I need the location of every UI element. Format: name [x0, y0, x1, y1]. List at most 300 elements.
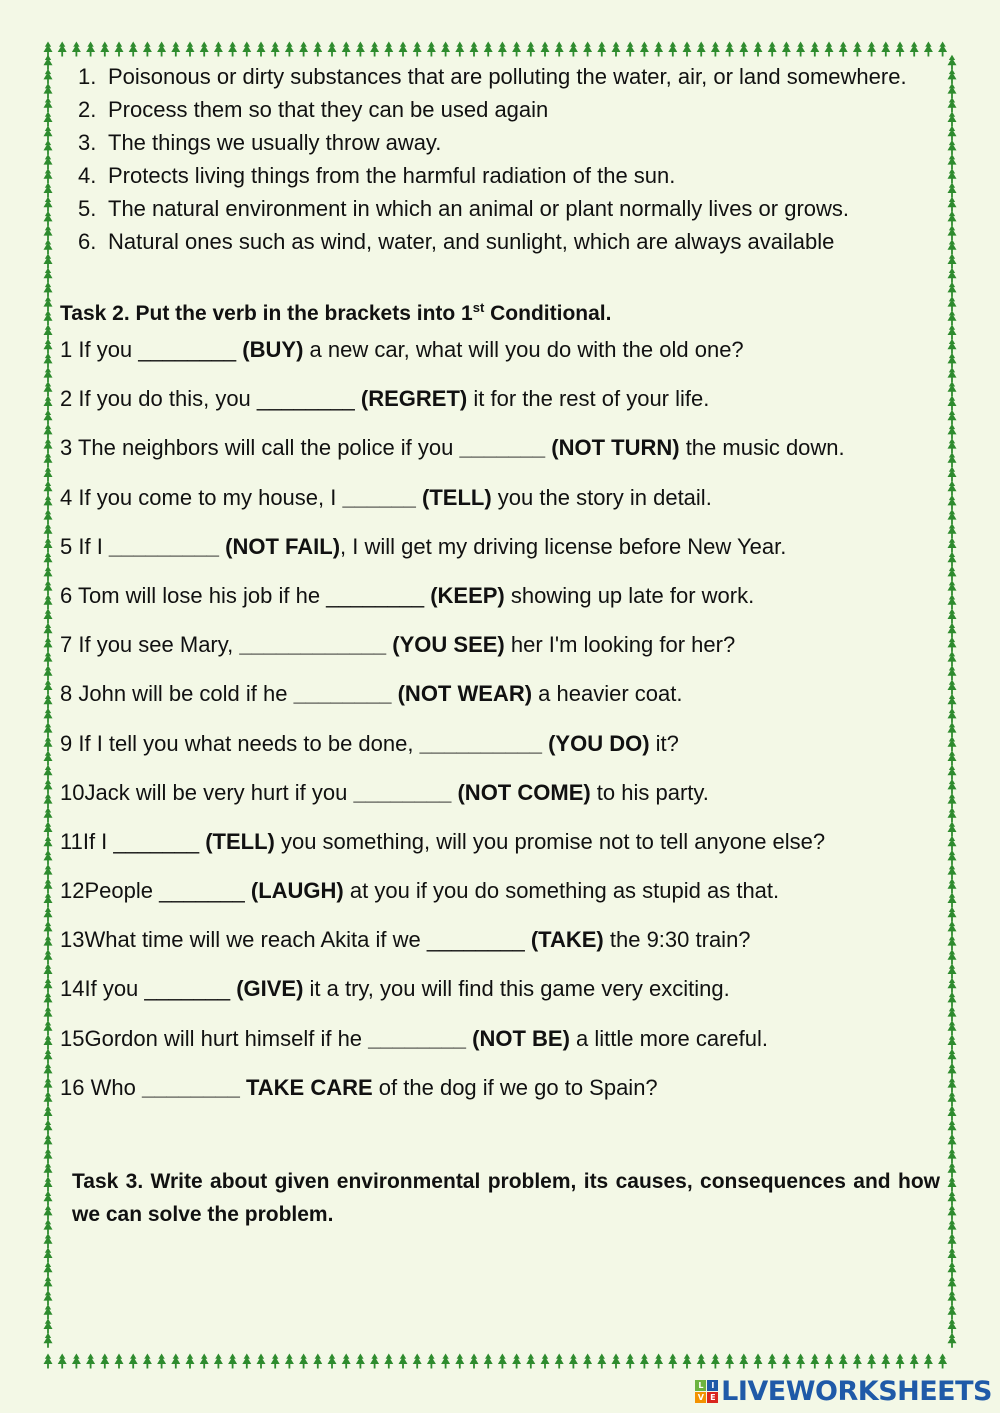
tree-icon — [948, 765, 957, 780]
tree-icon — [948, 552, 957, 567]
tree-icon — [44, 325, 53, 340]
tree-icon — [299, 42, 308, 57]
tree-icon — [44, 1333, 53, 1348]
task2-title-suffix: Conditional. — [484, 302, 612, 325]
tree-icon — [44, 268, 53, 283]
tree-icon — [948, 594, 957, 609]
tree-icon — [948, 907, 957, 922]
tree-icon — [44, 424, 53, 439]
tree-icon — [44, 1049, 53, 1064]
tree-icon — [44, 168, 53, 183]
tree-icon — [948, 864, 957, 879]
tree-icon — [948, 935, 957, 950]
tree-icon — [938, 1354, 947, 1369]
answer-blank[interactable]: _______ — [113, 828, 200, 854]
exercise-item — [60, 1023, 940, 1072]
answer-blank[interactable]: _______ — [459, 435, 546, 461]
exercise-item — [60, 924, 940, 973]
tree-icon — [626, 42, 635, 57]
answer-blank[interactable]: ________ — [141, 1074, 240, 1100]
answer-blank[interactable]: ________ — [368, 1025, 467, 1051]
tree-icon — [697, 1354, 706, 1369]
verb-hint: (YOU DO) — [548, 730, 650, 756]
tree-icon — [271, 42, 280, 57]
exercise-text-before: Who — [90, 1074, 142, 1100]
tree-icon — [427, 1354, 436, 1369]
tree-icon — [44, 708, 53, 723]
tree-icon — [948, 1162, 957, 1177]
tree-icon — [683, 42, 692, 57]
answer-blank[interactable]: ________ — [138, 337, 237, 362]
tree-icon — [342, 42, 351, 57]
tree-icon — [44, 1354, 53, 1369]
tree-icon — [948, 211, 957, 226]
exercise-item — [60, 531, 940, 580]
tree-icon — [44, 637, 53, 652]
tree-icon — [58, 1354, 67, 1369]
tree-icon — [948, 992, 957, 1007]
tree-icon — [948, 154, 957, 169]
exercise-item — [60, 482, 940, 531]
tree-icon — [44, 1091, 53, 1106]
tree-icon — [44, 992, 53, 1007]
tree-icon — [44, 42, 53, 57]
answer-blank[interactable]: _________ — [108, 533, 220, 559]
tree-icon — [948, 523, 957, 538]
tree-icon — [948, 126, 957, 141]
tree-icon — [948, 978, 957, 993]
tree-icon — [526, 42, 535, 57]
exercise-number: 3 — [60, 435, 78, 461]
tree-icon — [739, 1354, 748, 1369]
tree-icon — [214, 1354, 223, 1369]
tree-icon — [484, 42, 493, 57]
tree-icon — [948, 339, 957, 354]
tree-icon — [342, 1354, 351, 1369]
tree-icon — [44, 467, 53, 482]
tree-icon — [44, 878, 53, 893]
tree-icon — [44, 1248, 53, 1263]
tree-icon — [948, 1020, 957, 1035]
tree-icon — [44, 580, 53, 595]
tree-icon — [498, 42, 507, 57]
exercise-number: 4 — [60, 484, 79, 510]
tree-icon — [948, 509, 957, 524]
tree-icon — [948, 310, 957, 325]
exercise-text-before: If you do this, you — [78, 386, 257, 412]
tree-icon — [44, 850, 53, 865]
tree-icon — [44, 538, 53, 553]
tree-icon — [44, 55, 53, 70]
exercise-text-after: you something, will you promise not to tell anyone else? — [274, 828, 826, 854]
exercise-number: 14 — [60, 976, 85, 1002]
tree-icon — [541, 42, 550, 57]
exercise-item — [60, 777, 940, 826]
tree-icon — [44, 140, 53, 155]
tree-icon — [839, 42, 848, 57]
tree-icon — [44, 680, 53, 695]
tree-icon — [44, 154, 53, 169]
tree-icon — [44, 1304, 53, 1319]
answer-blank[interactable]: _______ — [159, 878, 245, 904]
tree-icon — [44, 339, 53, 354]
tree-icon — [948, 964, 957, 979]
definition-text: Natural ones such as wind, water, and sunlight, which are always available — [108, 229, 835, 254]
tree-icon — [948, 1177, 957, 1192]
exercise-item — [60, 728, 940, 777]
tree-icon — [583, 1354, 592, 1369]
tree-icon — [948, 1333, 957, 1348]
answer-blank[interactable]: ________ — [293, 681, 392, 707]
answer-blank[interactable]: _______ — [144, 976, 231, 1002]
tree-icon — [512, 42, 521, 57]
tree-icon — [44, 296, 53, 311]
tree-icon — [441, 1354, 450, 1369]
exercise-number: 15 — [60, 1025, 85, 1051]
exercise-text-after: her I'm looking for her? — [504, 632, 736, 658]
tree-icon — [44, 949, 53, 964]
tree-icon — [44, 935, 53, 950]
tree-icon — [948, 1319, 957, 1334]
verb-hint: (NOT TURN) — [551, 435, 680, 461]
tree-icon — [948, 893, 957, 908]
tree-icon — [948, 1091, 957, 1106]
logo-icon — [695, 1380, 718, 1403]
answer-blank[interactable]: ________ — [426, 927, 525, 953]
tree-icon — [948, 779, 957, 794]
definition-item — [78, 93, 940, 126]
tree-icon — [370, 1354, 379, 1369]
tree-icon — [825, 42, 834, 57]
tree-icon — [924, 1354, 933, 1369]
tree-icon — [654, 1354, 663, 1369]
tree-icon — [668, 1354, 677, 1369]
tree-icon — [242, 1354, 251, 1369]
tree-icon — [44, 367, 53, 382]
exercise-text-before: If you come to my house, I — [78, 484, 343, 510]
tree-icon — [257, 1354, 266, 1369]
exercise-text-before: Jack will be very hurt if you — [84, 779, 354, 805]
tree-icon — [44, 69, 53, 84]
tree-icon — [44, 83, 53, 98]
exercise-item — [60, 1072, 940, 1121]
tree-icon — [541, 1354, 550, 1369]
logo-square: I — [707, 1380, 718, 1391]
exercise-number: 7 — [60, 632, 79, 658]
tree-icon — [143, 42, 152, 57]
definition-number: 5. — [78, 196, 97, 221]
tree-icon — [654, 42, 663, 57]
tree-icon — [668, 42, 677, 57]
tree-icon — [356, 1354, 365, 1369]
tree-icon — [948, 807, 957, 822]
tree-icon — [754, 42, 763, 57]
tree-icon — [44, 793, 53, 808]
tree-icon — [200, 42, 209, 57]
tree-icon — [948, 396, 957, 411]
tree-icon — [129, 1354, 138, 1369]
tree-icon — [810, 1354, 819, 1369]
tree-icon — [948, 1219, 957, 1234]
tree-icon — [100, 42, 109, 57]
tree-icon — [44, 282, 53, 297]
tree-icon — [683, 1354, 692, 1369]
tree-icon — [399, 1354, 408, 1369]
tree-icon — [271, 1354, 280, 1369]
tree-icon — [948, 708, 957, 723]
exercise-item — [60, 629, 940, 678]
definition-number: 6. — [78, 229, 97, 254]
tree-icon — [948, 83, 957, 98]
tree-icon — [948, 1304, 957, 1319]
tree-icon — [44, 438, 53, 453]
tree-icon — [948, 254, 957, 269]
tree-icon — [44, 751, 53, 766]
tree-icon — [948, 850, 957, 865]
tree-icon — [948, 112, 957, 127]
tree-icon — [455, 1354, 464, 1369]
tree-icon — [948, 424, 957, 439]
definition-text: Protects living things from the harmful radiation of the sun. — [108, 163, 676, 188]
answer-blank[interactable]: __________ — [419, 730, 542, 756]
verb-hint: (GIVE) — [236, 976, 304, 1002]
tree-icon — [86, 42, 95, 57]
exercise-text-after: it a try, you will find this game very exciting. — [303, 976, 730, 1002]
tree-icon — [313, 1354, 322, 1369]
definition-item — [78, 60, 940, 93]
tree-icon — [498, 1354, 507, 1369]
tree-icon — [44, 822, 53, 837]
tree-icon — [948, 921, 957, 936]
tree-icon — [526, 1354, 535, 1369]
tree-icon — [948, 1276, 957, 1291]
tree-icon — [44, 552, 53, 567]
tree-icon — [384, 42, 393, 57]
tree-icon — [948, 168, 957, 183]
exercise-text-after: showing up late for work. — [504, 582, 755, 608]
tree-icon — [948, 680, 957, 695]
exercise-item — [60, 973, 940, 1022]
definition-item — [78, 126, 940, 159]
tree-icon — [44, 381, 53, 396]
tree-icon — [44, 1077, 53, 1092]
tree-icon — [948, 282, 957, 297]
tree-icon — [948, 1290, 957, 1305]
tree-icon — [44, 1177, 53, 1192]
tree-icon — [44, 907, 53, 922]
tree-icon — [569, 1354, 578, 1369]
tree-icon — [470, 1354, 479, 1369]
verb-hint: (YOU SEE) — [392, 632, 505, 658]
tree-icon — [867, 1354, 876, 1369]
definition-number: 4. — [78, 163, 97, 188]
definition-text: The natural environment in which an animal or plant normally lives or grows. — [108, 196, 850, 221]
tree-icon — [44, 665, 53, 680]
answer-blank[interactable]: ________ — [256, 386, 355, 412]
exercise-text-after: at you if you do something as stupid as that. — [343, 878, 780, 904]
tree-icon — [143, 1354, 152, 1369]
exercise-text-before: What time will we reach Akita if we — [84, 927, 427, 953]
tree-icon — [44, 594, 53, 609]
tree-icon — [44, 452, 53, 467]
tree-icon — [853, 42, 862, 57]
tree-icon — [948, 140, 957, 155]
tree-icon — [427, 42, 436, 57]
tree-icon — [881, 42, 890, 57]
tree-icon — [612, 42, 621, 57]
exercise-number: 11 — [60, 828, 83, 854]
definition-number: 3. — [78, 130, 97, 155]
tree-icon — [948, 1233, 957, 1248]
exercise-text-after: the 9:30 train? — [603, 927, 751, 953]
tree-icon — [228, 1354, 237, 1369]
tree-icon — [640, 1354, 649, 1369]
tree-icon — [44, 211, 53, 226]
tree-icon — [948, 623, 957, 638]
tree-icon — [44, 1191, 53, 1206]
tree-icon — [44, 239, 53, 254]
tree-icon — [356, 42, 365, 57]
answer-blank[interactable]: ________ — [326, 582, 425, 608]
task2-title — [60, 300, 940, 326]
definition-item — [78, 159, 940, 192]
exercise-text-before: People — [84, 878, 160, 904]
exercise-text-after: a heavier coat. — [532, 681, 683, 707]
tree-icon — [948, 1205, 957, 1220]
tree-icon — [711, 1354, 720, 1369]
exercise-text-after: it for the rest of your life. — [467, 386, 710, 412]
tree-icon — [555, 42, 564, 57]
answer-blank[interactable]: ______ — [342, 484, 416, 510]
exercise-list — [60, 334, 940, 1121]
exercise-number: 6 — [60, 582, 78, 608]
tree-icon — [44, 1148, 53, 1163]
tree-icon — [948, 410, 957, 425]
tree-icon — [948, 1077, 957, 1092]
exercise-item — [60, 678, 940, 727]
tree-icon — [285, 1354, 294, 1369]
tree-icon — [796, 1354, 805, 1369]
task3-instruction: Task 3. Write about given environmental problem, its causes, consequences and how we can solve the problem. — [72, 1170, 940, 1226]
tree-icon — [948, 481, 957, 496]
exercise-item — [60, 432, 940, 481]
tree-icon — [569, 42, 578, 57]
tree-icon — [44, 410, 53, 425]
tree-icon — [470, 42, 479, 57]
tree-icon — [697, 42, 706, 57]
tree-icon — [370, 42, 379, 57]
tree-icon — [948, 353, 957, 368]
tree-icon — [948, 836, 957, 851]
tree-icon — [44, 893, 53, 908]
tree-icon — [44, 1319, 53, 1334]
tree-icon — [44, 1120, 53, 1135]
tree-icon — [44, 126, 53, 141]
answer-blank[interactable]: ____________ — [239, 632, 387, 658]
tree-icon — [948, 1134, 957, 1149]
verb-hint: (BUY) — [242, 337, 304, 362]
verb-hint: (NOT WEAR) — [397, 681, 533, 707]
tree-icon — [285, 42, 294, 57]
tree-icon — [948, 538, 957, 553]
tree-icon — [44, 112, 53, 127]
tree-icon — [129, 42, 138, 57]
tree-icon — [948, 452, 957, 467]
tree-icon — [948, 1035, 957, 1050]
tree-icon — [115, 1354, 124, 1369]
tree-icon — [948, 1063, 957, 1078]
verb-hint: (NOT BE) — [472, 1025, 570, 1051]
tree-icon — [44, 254, 53, 269]
tree-icon — [44, 779, 53, 794]
tree-icon — [86, 1354, 95, 1369]
tree-icon — [413, 1354, 422, 1369]
tree-icon — [796, 42, 805, 57]
exercise-text-before: The neighbors will call the police if you — [77, 435, 460, 461]
tree-icon — [948, 1006, 957, 1021]
tree-icon — [948, 55, 957, 70]
verb-hint: (KEEP) — [430, 582, 505, 608]
tree-icon — [455, 42, 464, 57]
tree-icon — [44, 353, 53, 368]
tree-icon — [948, 878, 957, 893]
tree-icon — [328, 1354, 337, 1369]
tree-icon — [200, 1354, 209, 1369]
tree-icon — [768, 1354, 777, 1369]
tree-icon — [597, 42, 606, 57]
tree-icon — [512, 1354, 521, 1369]
tree-icon — [44, 1276, 53, 1291]
exercise-text-before: If you see Mary, — [78, 632, 240, 658]
tree-icon — [44, 722, 53, 737]
tree-icon — [328, 42, 337, 57]
tree-icon — [44, 1262, 53, 1277]
exercise-number: 13 — [60, 927, 85, 953]
tree-icon — [44, 765, 53, 780]
exercise-number: 10 — [60, 779, 85, 805]
verb-hint: (NOT FAIL) — [225, 533, 341, 559]
tree-icon — [484, 1354, 493, 1369]
tree-icon — [44, 523, 53, 538]
tree-icon — [100, 1354, 109, 1369]
tree-icon — [640, 42, 649, 57]
tree-icon — [948, 381, 957, 396]
answer-blank[interactable]: ________ — [353, 779, 452, 805]
tree-icon — [186, 42, 195, 57]
exercise-text-before: If you — [84, 976, 145, 1002]
exercise-text-before: If you — [78, 337, 139, 362]
tree-icon — [948, 665, 957, 680]
exercise-text-after: it? — [649, 730, 679, 756]
tree-icon — [44, 864, 53, 879]
tree-icon — [948, 736, 957, 751]
tree-icon — [867, 42, 876, 57]
tree-icon — [853, 1354, 862, 1369]
tree-icon — [44, 481, 53, 496]
tree-icon — [413, 42, 422, 57]
tree-icon — [948, 69, 957, 84]
exercise-text-before: If I — [78, 533, 109, 559]
verb-hint: (TAKE) — [530, 927, 604, 953]
exercise-number: 5 — [60, 533, 79, 559]
tree-icon — [44, 836, 53, 851]
tree-icon — [948, 1262, 957, 1277]
tree-icon — [626, 1354, 635, 1369]
verb-hint: (REGRET) — [360, 386, 468, 412]
tree-icon — [44, 183, 53, 198]
tree-icon — [948, 325, 957, 340]
definition-text: Process them so that they can be used again — [108, 97, 549, 122]
